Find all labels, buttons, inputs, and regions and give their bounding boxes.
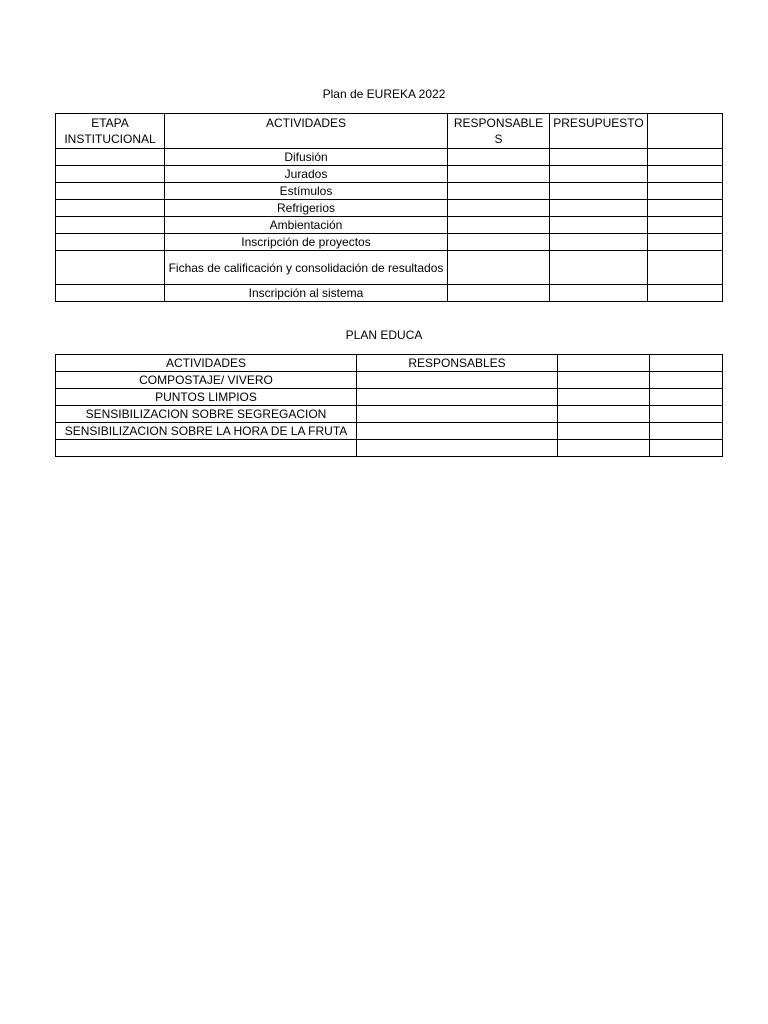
table-cell xyxy=(650,389,723,406)
table-cell xyxy=(550,251,648,285)
table-cell xyxy=(648,217,723,234)
table-row xyxy=(56,406,723,423)
table-row xyxy=(56,166,723,183)
table-cell xyxy=(56,166,165,183)
header-actividades: ACTIVIDADES xyxy=(56,355,357,372)
table-row xyxy=(56,372,723,389)
table-cell xyxy=(56,183,165,200)
table-cell xyxy=(448,166,550,183)
table-cell xyxy=(357,389,558,406)
activity-cell: PUNTOS LIMPIOS xyxy=(56,389,357,406)
activity-cell: Estímulos xyxy=(165,183,448,200)
table-cell xyxy=(56,200,165,217)
activity-cell: Fichas de calificación y consolidación de resultados xyxy=(165,251,448,285)
table-cell xyxy=(550,200,648,217)
table-cell xyxy=(648,149,723,166)
plan-eureka-title: Plan de EUREKA 2022 xyxy=(322,87,446,101)
table-cell xyxy=(650,372,723,389)
table-cell xyxy=(558,372,650,389)
table-row xyxy=(56,440,723,457)
header-responsables: RESPONSABLES xyxy=(357,355,558,372)
table-cell xyxy=(550,285,648,302)
table-row xyxy=(56,285,723,302)
table-cell xyxy=(448,285,550,302)
table-row xyxy=(56,183,723,200)
table-cell xyxy=(550,234,648,251)
table-cell xyxy=(448,183,550,200)
table-cell xyxy=(448,200,550,217)
header-blank xyxy=(650,355,723,372)
activity-cell: SENSIBILIZACION SOBRE SEGREGACION xyxy=(56,406,357,423)
table-cell xyxy=(448,149,550,166)
activity-cell: Inscripción de proyectos xyxy=(165,234,448,251)
table-cell xyxy=(648,200,723,217)
table-cell xyxy=(558,406,650,423)
table-cell xyxy=(550,166,648,183)
table-cell xyxy=(558,423,650,440)
table-cell xyxy=(550,149,648,166)
table-cell xyxy=(648,234,723,251)
table-cell xyxy=(550,183,648,200)
table-cell xyxy=(357,406,558,423)
activity-cell: Difusión xyxy=(165,149,448,166)
header-actividades: ACTIVIDADES xyxy=(165,114,448,149)
table-cell xyxy=(648,166,723,183)
table-cell xyxy=(357,423,558,440)
table-cell xyxy=(550,217,648,234)
table-row xyxy=(56,234,723,251)
table-row xyxy=(56,251,723,285)
plan-educa-table xyxy=(55,354,723,457)
table-cell xyxy=(648,183,723,200)
table-cell xyxy=(56,149,165,166)
table-row xyxy=(56,389,723,406)
table-cell xyxy=(448,217,550,234)
activity-cell xyxy=(56,440,357,457)
activity-cell: COMPOSTAJE/ VIVERO xyxy=(56,372,357,389)
activity-cell: Refrigerios xyxy=(165,200,448,217)
activity-cell: Ambientación xyxy=(165,217,448,234)
table-cell xyxy=(648,251,723,285)
table-cell xyxy=(558,440,650,457)
table-cell xyxy=(56,217,165,234)
table-cell xyxy=(448,251,550,285)
table-cell xyxy=(56,251,165,285)
activity-cell: Jurados xyxy=(165,166,448,183)
header-blank xyxy=(648,114,723,149)
table-cell xyxy=(558,389,650,406)
activity-cell: SENSIBILIZACION SOBRE LA HORA DE LA FRUTA xyxy=(56,423,357,440)
header-responsables: RESPONSABLES xyxy=(448,114,550,149)
table-cell xyxy=(650,423,723,440)
table-header-row xyxy=(56,114,723,149)
header-etapa: ETAPA INSTITUCIONAL xyxy=(56,114,165,149)
table-row xyxy=(56,149,723,166)
table-cell xyxy=(448,234,550,251)
table-cell xyxy=(357,372,558,389)
table-cell xyxy=(56,285,165,302)
table-cell xyxy=(357,440,558,457)
header-blank xyxy=(558,355,650,372)
table-cell xyxy=(650,406,723,423)
table-row xyxy=(56,200,723,217)
table-cell xyxy=(56,234,165,251)
table-header-row xyxy=(56,355,723,372)
activity-cell: Inscripción al sistema xyxy=(165,285,448,302)
table-row xyxy=(56,423,723,440)
table-cell xyxy=(650,440,723,457)
plan-educa-title: PLAN EDUCA xyxy=(345,328,423,342)
plan-eureka-table xyxy=(55,113,723,302)
header-presupuesto: PRESUPUESTO xyxy=(550,114,648,149)
table-cell xyxy=(648,285,723,302)
table-row xyxy=(56,217,723,234)
